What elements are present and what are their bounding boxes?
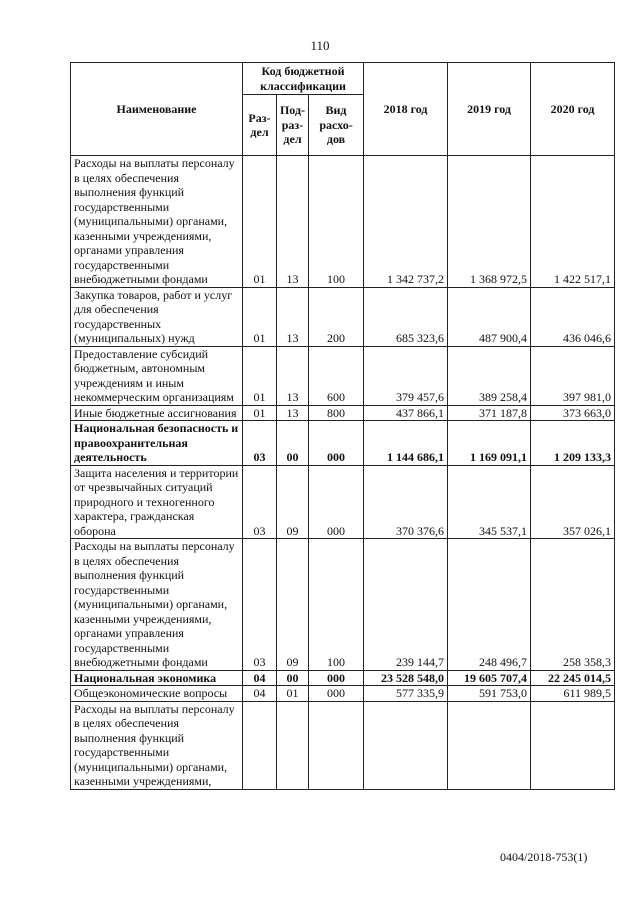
row-name: Расходы на выплаты персоналу в целях обеспечения выполнения функций государственными (муниципальными) органами, казенными учреждениями, <box>71 701 243 789</box>
header-2019: 2019 год <box>448 63 531 156</box>
row-name: Иные бюджетные ассигнования <box>71 405 243 421</box>
header-2018: 2018 год <box>364 63 448 156</box>
row-podrazdel: 00 <box>277 421 309 466</box>
table-row <box>71 156 615 288</box>
table-row <box>71 421 615 466</box>
row-name: Национальная экономика <box>71 670 243 686</box>
row-vid: 800 <box>309 405 364 421</box>
row-razdel: 01 <box>243 156 277 288</box>
row-podrazdel <box>277 701 309 789</box>
row-podrazdel: 13 <box>277 287 309 346</box>
row-value-2020: 373 663,0 <box>531 405 615 421</box>
row-value-2019: 248 496,7 <box>448 539 531 671</box>
row-value-2018: 23 528 548,0 <box>364 670 448 686</box>
row-vid: 000 <box>309 465 364 539</box>
table-row <box>71 701 615 789</box>
row-value-2020: 397 981,0 <box>531 346 615 405</box>
row-vid: 100 <box>309 156 364 288</box>
row-razdel: 01 <box>243 287 277 346</box>
table-row <box>71 539 615 671</box>
table-row <box>71 686 615 702</box>
table-row <box>71 346 615 405</box>
row-name: Общеэкономические вопросы <box>71 686 243 702</box>
header-name: Наименование <box>71 63 243 156</box>
row-name: Защита населения и территории от чрезвычайных ситуаций природного и техногенного характера, гражданская оборона <box>71 465 243 539</box>
row-value-2020: 1 422 517,1 <box>531 156 615 288</box>
row-value-2018: 437 866,1 <box>364 405 448 421</box>
row-podrazdel: 01 <box>277 686 309 702</box>
row-value-2018: 370 376,6 <box>364 465 448 539</box>
row-razdel: 03 <box>243 539 277 671</box>
header-2020: 2020 год <box>531 63 615 156</box>
row-value-2019: 591 753,0 <box>448 686 531 702</box>
row-name: Закупка товаров, работ и услуг для обеспечения государственных (муниципальных) нужд <box>71 287 243 346</box>
row-vid: 200 <box>309 287 364 346</box>
budget-table <box>70 62 615 790</box>
row-value-2020: 436 046,6 <box>531 287 615 346</box>
row-podrazdel: 00 <box>277 670 309 686</box>
row-value-2020: 22 245 014,5 <box>531 670 615 686</box>
row-value-2019: 371 187,8 <box>448 405 531 421</box>
row-value-2018: 379 457,6 <box>364 346 448 405</box>
row-value-2020: 258 358,3 <box>531 539 615 671</box>
row-podrazdel: 09 <box>277 465 309 539</box>
row-value-2020: 1 209 133,3 <box>531 421 615 466</box>
row-razdel: 04 <box>243 686 277 702</box>
page-number: 110 <box>310 38 330 53</box>
row-razdel: 03 <box>243 465 277 539</box>
row-value-2020: 611 989,5 <box>531 686 615 702</box>
row-name: Предоставление субсидий бюджетным, автономным учреждениям и иным некоммерческим организациям <box>71 346 243 405</box>
row-razdel <box>243 701 277 789</box>
table-row <box>71 405 615 421</box>
header-vid: Вид расхо- дов <box>309 95 364 156</box>
header-podrazdel: Под- раз- дел <box>277 95 309 156</box>
row-razdel: 03 <box>243 421 277 466</box>
row-vid: 000 <box>309 421 364 466</box>
table-body <box>71 156 615 790</box>
row-vid <box>309 701 364 789</box>
row-razdel: 01 <box>243 405 277 421</box>
row-value-2019: 1 368 972,5 <box>448 156 531 288</box>
row-value-2019: 19 605 707,4 <box>448 670 531 686</box>
row-name: Расходы на выплаты персоналу в целях обеспечения выполнения функций государственными (муниципальными) органами, казенными учреждениями, органами управления государственными внебюджетными фондами <box>71 539 243 671</box>
row-value-2019: 389 258,4 <box>448 346 531 405</box>
row-value-2019 <box>448 701 531 789</box>
row-name: Расходы на выплаты персоналу в целях обеспечения выполнения функций государственными (муниципальными) органами, казенными учреждениями, органами управления государственными внебюджетными фондами <box>71 156 243 288</box>
table-row <box>71 287 615 346</box>
row-value-2019: 487 900,4 <box>448 287 531 346</box>
table-row <box>71 465 615 539</box>
document-code: 0404/2018-753(1) <box>500 850 588 864</box>
row-value-2018: 239 144,7 <box>364 539 448 671</box>
row-podrazdel: 13 <box>277 156 309 288</box>
row-value-2018: 1 342 737,2 <box>364 156 448 288</box>
row-vid: 000 <box>309 686 364 702</box>
row-podrazdel: 13 <box>277 405 309 421</box>
row-vid: 600 <box>309 346 364 405</box>
row-podrazdel: 13 <box>277 346 309 405</box>
row-value-2018: 1 144 686,1 <box>364 421 448 466</box>
header-razdel: Раз- дел <box>243 95 277 156</box>
row-value-2018: 577 335,9 <box>364 686 448 702</box>
row-vid: 100 <box>309 539 364 671</box>
row-value-2019: 1 169 091,1 <box>448 421 531 466</box>
table-row <box>71 670 615 686</box>
row-value-2018 <box>364 701 448 789</box>
header-code-group: Код бюджетной классификации <box>243 63 364 95</box>
header-row-top <box>71 63 615 95</box>
row-razdel: 04 <box>243 670 277 686</box>
row-razdel: 01 <box>243 346 277 405</box>
row-vid: 000 <box>309 670 364 686</box>
row-value-2018: 685 323,6 <box>364 287 448 346</box>
row-name: Национальная безопасность и правоохранительная деятельность <box>71 421 243 466</box>
row-value-2019: 345 537,1 <box>448 465 531 539</box>
row-value-2020: 357 026,1 <box>531 465 615 539</box>
row-value-2020 <box>531 701 615 789</box>
row-podrazdel: 09 <box>277 539 309 671</box>
